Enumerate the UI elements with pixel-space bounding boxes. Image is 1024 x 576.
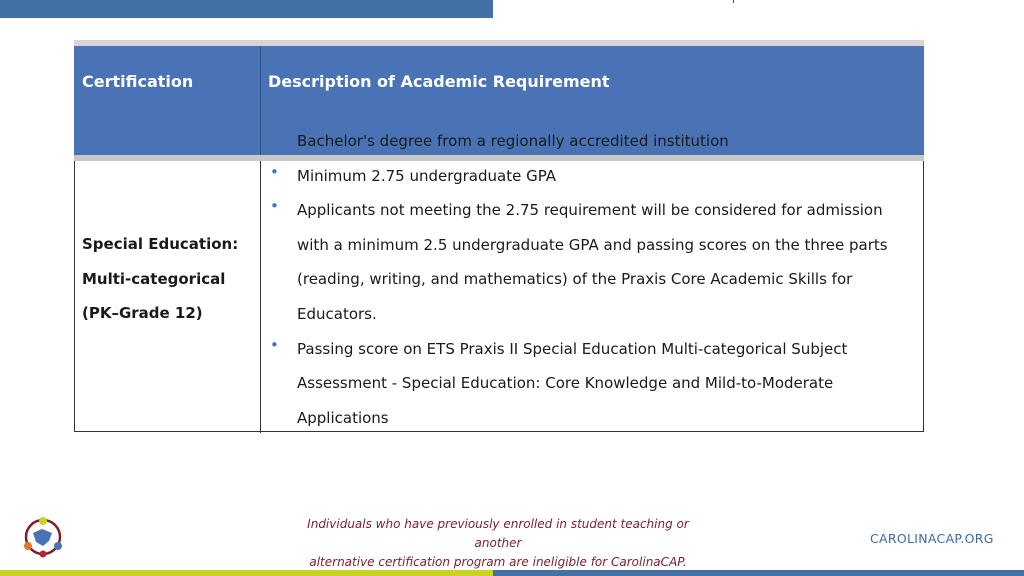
top-tick-mark (733, 0, 734, 3)
requirements-list (268, 124, 918, 435)
requirement-item (268, 124, 918, 159)
requirement-item (268, 193, 918, 331)
bullet-icon: • (270, 162, 279, 181)
bottom-green-bar (0, 570, 493, 576)
requirement-text: Minimum 2.75 undergraduate GPA (297, 166, 557, 185)
bullet-icon: • (270, 335, 279, 354)
requirement-text: Bachelor's degree from a regionally accredited institution (297, 132, 729, 150)
bullet-icon: • (270, 128, 279, 146)
certification-line: Multi-categorical (82, 269, 226, 288)
logo-dot-bottom (40, 551, 47, 558)
certification-line: (PK–Grade 12) (82, 304, 203, 323)
top-accent-bar (0, 0, 493, 18)
header-description: Description of Academic Requirement (268, 71, 610, 91)
eligibility-note (290, 515, 706, 572)
requirement-text: Passing score on ETS Praxis II Special Education Multi-categorical Subject Assessment - Special Education: Core Knowledge and Mild-to-Moderate Applications (297, 339, 848, 427)
bottom-blue-bar (493, 570, 1024, 576)
bullet-icon: • (270, 197, 279, 216)
eligibility-note-line: alternative certification program are ineligible for CarolinaCAP. (309, 555, 687, 569)
logo-state-shape (33, 529, 52, 546)
requirement-text: Applicants not meeting the 2.75 requirement will be considered for admission with a minimum 2.5 undergraduate GPA and passing scores on the three parts (reading, writing, and mathematics) of the Praxis Core Academic Skills for Educators. (297, 201, 888, 323)
eligibility-note-line: Individuals who have previously enrolled in student teaching or another (307, 517, 689, 550)
logo-dot-left (24, 542, 32, 550)
carolinacap-logo-icon (22, 516, 64, 558)
requirement-item (268, 332, 918, 436)
body-column-divider (260, 161, 261, 433)
website-link[interactable]: CAROLINACAP.ORG (870, 531, 994, 546)
header-column-divider (260, 46, 261, 155)
requirement-item (268, 159, 918, 194)
logo-dot-right (54, 542, 62, 550)
certification-line: Special Education: (82, 235, 239, 253)
certification-cell (82, 227, 238, 331)
header-certification: Certification (82, 71, 194, 91)
logo-dot-top (39, 517, 47, 525)
